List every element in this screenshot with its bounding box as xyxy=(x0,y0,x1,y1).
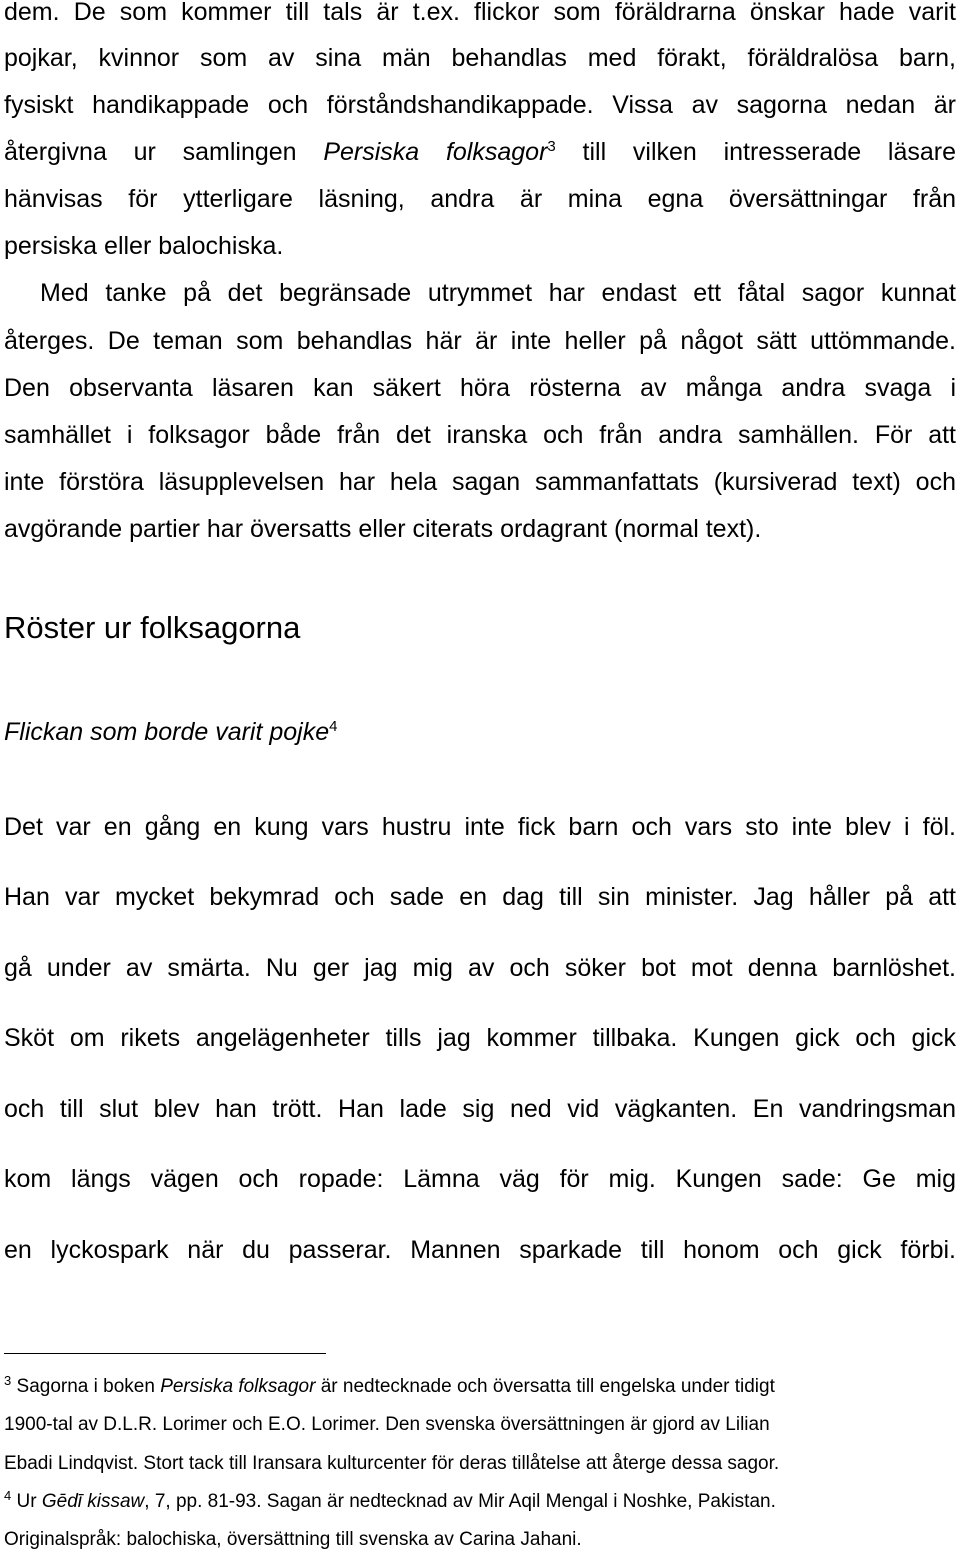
section-heading: Röster ur folksagorna xyxy=(4,610,301,645)
story-line-7: en lyckospark när du passerar. Mannen sparkade till honom och gick förbi. xyxy=(4,1236,956,1264)
paragraph-2-line-6: avgörande partier har översatts eller citerats ordagrant (normal text). xyxy=(4,515,762,543)
paragraph-1-line-6: persiska eller balochiska. xyxy=(4,232,284,260)
story-line-4: Sköt om rikets angelägenheter tills jag kommer tillbaka. Kungen gick och gick xyxy=(4,1024,956,1052)
story-line-3: gå under av smärta. Nu ger jag mig av och söker bot mot denna barnlöshet. xyxy=(4,954,956,982)
footnote-3-line-2: 1900-tal av D.L.R. Lorimer och E.O. Lorimer. Den svenska översättningen är gjord av Lilian xyxy=(4,1414,770,1435)
footnote-separator xyxy=(4,1353,326,1354)
paragraph-1-line-5: hänvisas för ytterligare läsning, andra är mina egna översättningar från xyxy=(4,185,956,213)
book-title: Gēdī kissaw xyxy=(41,1491,145,1512)
paragraph-2-line-1: Med tanke på det begränsade utrymmet har endast ett fåtal sagor kunnat xyxy=(40,279,956,307)
paragraph-2-line-5: inte förstöra läsupplevelsen har hela sagan sammanfattats (kursiverad text) och xyxy=(4,468,956,496)
text: , 7, pp. 81-93. Sagan är nedtecknad av Mir Aqil Mengal i Noshke, Pakistan. xyxy=(144,1491,776,1512)
footnote-ref-4: 4 xyxy=(329,718,338,735)
paragraph-2-line-3: Den observanta läsaren kan säkert höra rösterna av många andra svaga i xyxy=(4,374,956,402)
paragraph-1-line-2: pojkar, kvinnor som av sina män behandlas med förakt, föräldralösa barn, xyxy=(4,44,956,72)
story-line-1: Det var en gång en kung vars hustru inte fick barn och vars sto inte blev i föl. xyxy=(4,813,956,841)
book-title: Persiska folksagor xyxy=(160,1376,316,1397)
text: till vilken intresserade läsare xyxy=(582,138,956,166)
story-line-5: och till slut blev han trött. Han lade sig ned vid vägkanten. En vandringsman xyxy=(4,1095,956,1123)
text: är nedtecknade och översatta till engelska under tidigt xyxy=(320,1376,775,1397)
footnote-4-line-1 xyxy=(4,1490,776,1514)
text: Sagorna i boken xyxy=(16,1376,155,1397)
paragraph-1-line-3: fysiskt handikappade och förståndshandikappade. Vissa av sagorna nedan är xyxy=(4,91,956,119)
text: Ur xyxy=(16,1491,37,1512)
text: återgivna ur samlingen xyxy=(4,138,297,166)
story-line-6: kom längs vägen och ropade: Lämna väg för mig. Kungen sade: Ge mig xyxy=(4,1165,956,1193)
footnote-3-line-3: Ebadi Lindqvist. Stort tack till Iransara kulturcenter för deras tillåtelse att återge dessa sagor. xyxy=(4,1453,780,1474)
paragraph-1-line-4 xyxy=(4,137,956,167)
book-title: Persiska folksagor$^3$ xyxy=(323,138,556,166)
footnote-3-line-1 xyxy=(4,1375,775,1399)
paragraph-2-line-4: samhället i folksagor både från det iranska och från andra samhällen. För att xyxy=(4,421,956,449)
footnote-4-line-2: Originalspråk: balochiska, översättning till svenska av Carina Jahani. xyxy=(4,1529,582,1550)
story-title: Flickan som borde varit pojke$^4$ xyxy=(4,718,338,746)
paragraph-1-line-1: dem. De som kommer till tals är t.ex. flickor som föräldrarna önskar hade varit xyxy=(4,0,956,26)
story-line-2: Han var mycket bekymrad och sade en dag till sin minister. Jag håller på att xyxy=(4,883,956,911)
paragraph-2-line-2: återges. De teman som behandlas här är inte heller på något sätt uttömmande. xyxy=(4,327,956,355)
footnote-number-3: 3 xyxy=(4,1373,12,1388)
footnote-ref-3: 3 xyxy=(547,138,556,155)
footnote-number-4: 4 xyxy=(4,1488,12,1503)
